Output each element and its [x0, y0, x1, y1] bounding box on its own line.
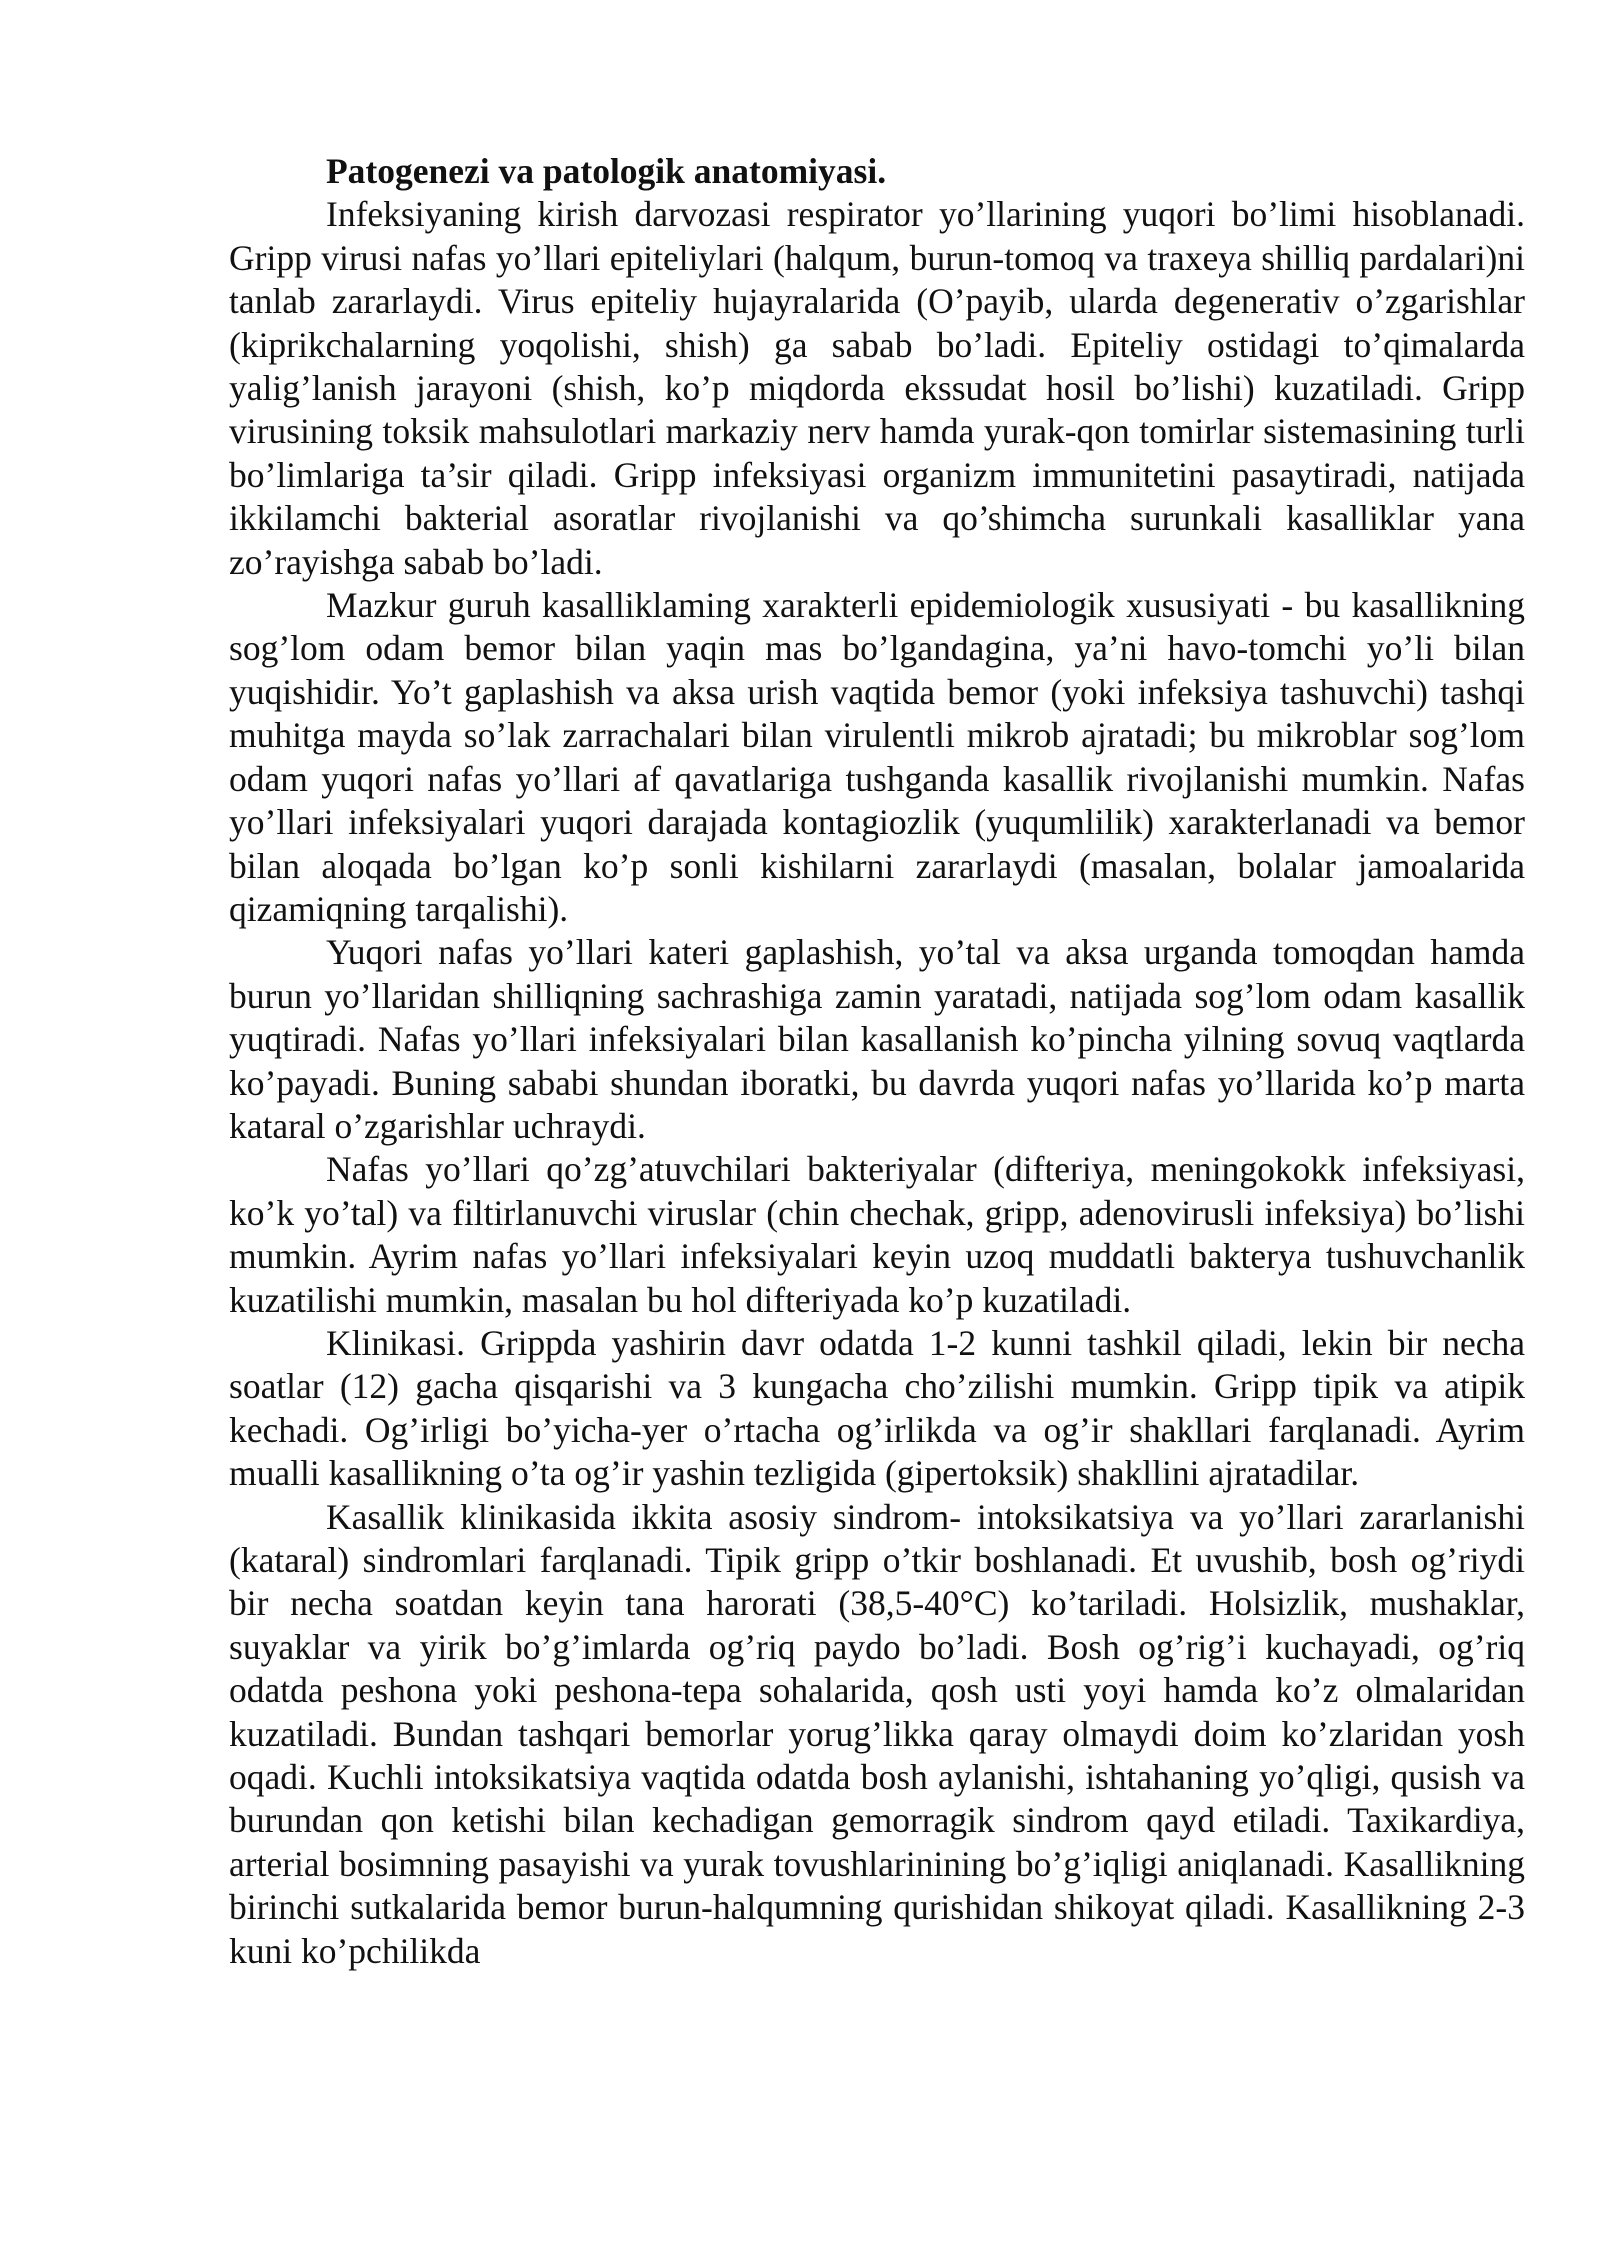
- paragraph-pathogens: Nafas yo’llari qo’zg’atuvchilari bakteriyalar (difteriya, meningokokk infeksiyasi, ko’k yo’tal) va filtirlanuvchi viruslar (chin chechak, gripp, adenovirusli infeksiya) bo’lishi mumkin. Ayrim nafas yo’llari infeksiyalari keyin uzoq muddatli bakterya tushuvchanlik kuzatilishi mumkin, masalan bu hol difteriyada ko’p kuzatiladi.: [229, 1149, 1525, 1320]
- document-page: [229, 150, 1525, 1973]
- paragraph-transmission: Yuqori nafas yo’llari kateri gaplashish, yo’tal va aksa urganda tomoqdan hamda burun yo’llaridan shilliqning sachrashiga zamin yaratadi, natijada sog’lom odam kasallik yuqtiradi. Nafas yo’llari infeksiyalari bilan kasallanish ko’pincha yilning sovuq vaqtlarda ko’payadi. Buning sababi shundan iboratki, bu davrda yuqori nafas yo’llarida ko’p marta kataral o’zgarishlar uchraydi.: [229, 932, 1525, 1146]
- paragraph-clinical: Klinikasi. Grippda yashirin davr odatda 1-2 kunni tashkil qiladi, lekin bir necha soatlar (12) gacha qisqarishi va 3 kungacha cho’zilishi mumkin. Gripp tipik va atipik kechadi. Og’irligi bo’yicha-yer o’rtacha og’irlikda va og’ir shakllari farqlanadi. Ayrim mualli kasallikning o’ta og’ir yashin tezligida (gipertoksik) shakllini ajratadilar.: [229, 1322, 1525, 1494]
- paragraph-pathogenesis: Infeksiyaning kirish darvozasi respirator yo’llarining yuqori bo’limi hisoblanadi. Gripp virusi nafas yo’llari epiteliylari (halqum, burun-tomoq va traxeya shilliq pardalari)ni tanlab zararlaydi. Virus epiteliy hujayralarida (O’payib, ularda degenerativ o’zgarishlar (kiprikchalarning yoqolishi, shish) ga sabab bo’ladi. Epiteliy ostidagi to’qimalarda yalig’lanish jarayoni (shish, ko’p miqdorda ekssudat hosil bo’lishi) kuzatiladi. Gripp virusining toksik mahsulotlari markaziy nerv hamda yurak-qon tomirlar sistemasining turli bo’limlariga ta’sir qiladi. Gripp infeksiyasi organizm immunitetini pasaytiradi, natijada ikkilamchi bakterial asoratlar rivojlanishi va qo’shimcha surunkali kasalliklar yana zo’rayishga sabab bo’ladi.: [229, 194, 1525, 582]
- paragraph-epidemiology: Mazkur guruh kasalliklaming xarakterli epidemiologik xususiyati - bu kasallikning sog’lom odam bemor bilan yaqin mas bo’lgandagina, ya’ni havo-tomchi yo’li bilan yuqishidir. Yo’t gaplashish va aksa urish vaqtida bemor (yoki infeksiya tashuvchi) tashqi muhitga mayda so’lak zarrachalari bilan virulentli mikrob ajratadi; bu mikroblar sog’lom odam yuqori nafas yo’llari af qavatlariga tushganda kasallik rivojlanishi mumkin. Nafas yo’llari infeksiyalari yuqori darajada kontagiozlik (yuqumlilik) xarakterlanadi va bemor bilan aloqada bo’lgan ko’p sonli kishilarni zararlaydi (masalan, bolalar jamoalarida qizamiqning tarqalishi).: [229, 585, 1525, 929]
- paragraph-syndromes: Kasallik klinikasida ikkita asosiy sindrom- intoksikatsiya va yo’llari zararlanishi (kataral) sindromlari farqlanadi. Tipik gripp o’tkir boshlanadi. Et uvushib, bosh og’riydi bir necha soatdan keyin tana harorati (38,5-40°C) ko’tariladi. Holsizlik, mushaklar, suyaklar va yirik bo’g’imlarda og’riq paydo bo’ladi. Bosh og’rig’i kuchayadi, og’riq odatda peshona yoki peshona-tepa sohalarida, qosh usti yoyi hamda ko’z olmalaridan kuzatiladi. Bundan tashqari bemorlar yorug’likka qaray olmaydi doim ko’zlaridan yosh oqadi. Kuchli intoksikatsiya vaqtida odatda bosh aylanishi, ishtahaning yo’qligi, qusish va burundan qon ketishi bilan kechadigan gemorragik sindrom qayd etiladi. Taxikardiya, arterial bosimning pasayishi va yurak tovushlarinining bo’g’iqligi aniqlanadi. Kasallikning birinchi sutkalarida bemor burun-halqumning qurishidan shikoyat qiladi. Kasallikning 2-3 kuni ko’pchilikda: [229, 1496, 1525, 1971]
- section-heading: Patogenezi va patologik anatomiyasi.: [326, 151, 887, 191]
